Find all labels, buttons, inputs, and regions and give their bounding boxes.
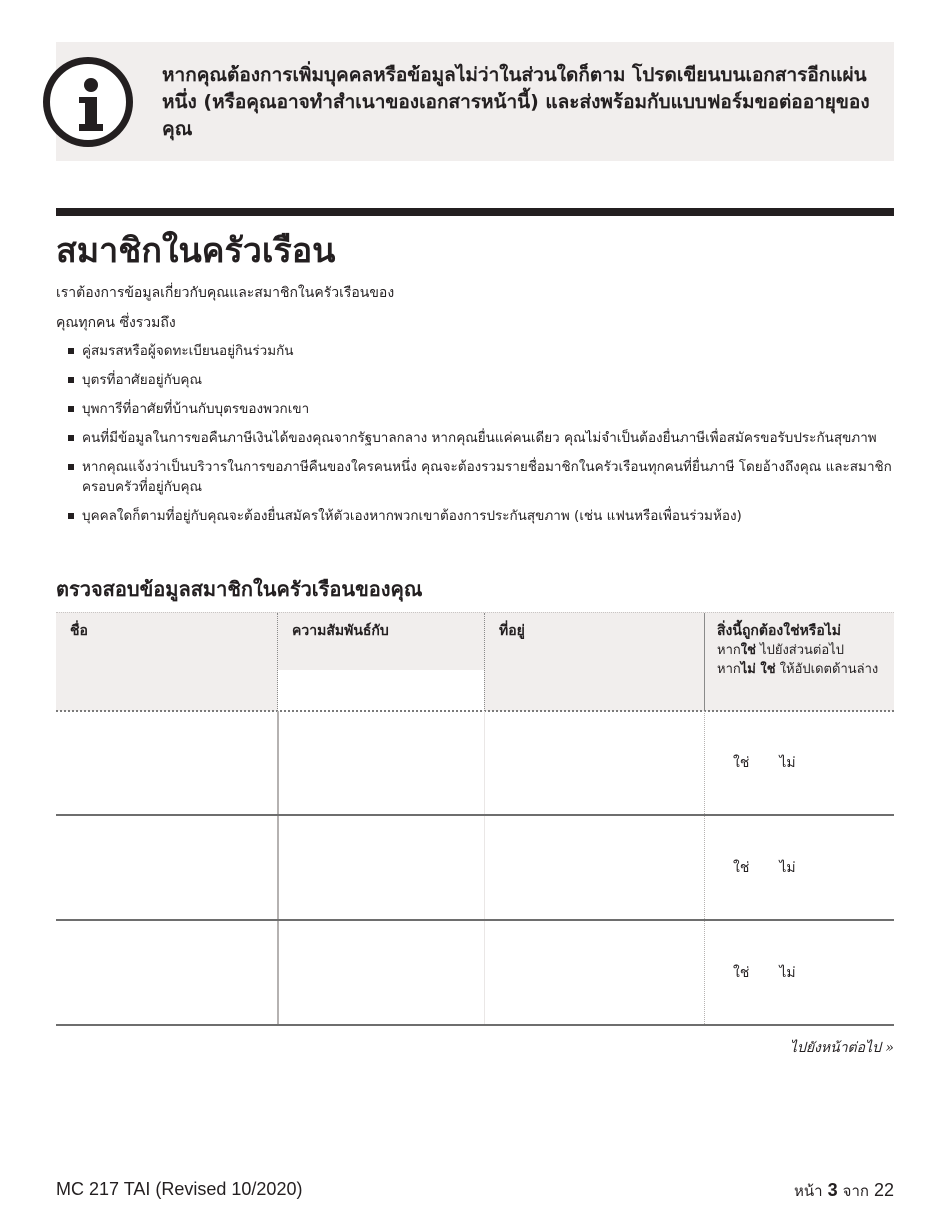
column-header-relationship-label: ความสัมพันธ์กับ [292,623,389,639]
page-indicator [794,1179,894,1203]
relationship-subject-field[interactable] [278,670,484,711]
notice-text: หากคุณต้องการเพิ่มบุคคลหรือข้อมูลไม่ว่าในส่วนใดก็ตาม โปรดเขียนบนเอกสารอีกแผ่นหนึ่ง (หรือคุณอาจทำสำเนาของเอกสารหน้านี้) และส่งพร้อมกับแบบฟอร์มขอต่ออายุของคุณ [162,64,870,140]
household-members-table [56,612,894,1026]
table-row [56,816,894,921]
relationship-field[interactable] [277,816,484,919]
household-criteria-list [68,341,894,535]
no-option[interactable]: ไม่ [779,755,796,771]
intro-line-2: คุณทุกคน ซึ่งรวมถึง [56,315,176,331]
list-item: บุคคลใดก็ตามที่อยู่กับคุณจะต้องยื่นสมัครให้ตัวเองหากพวกเขาต้องการประกันสุขภาพ (เช่น แฟนหรือเพื่อนร่วมห้อง) [68,506,894,526]
table-row [56,921,894,1026]
form-id: MC 217 TAI (Revised 10/2020) [56,1179,303,1199]
column-header-address: ที่อยู่ [484,613,704,711]
column-header-name: ชื่อ [70,623,88,639]
relationship-field[interactable] [277,711,484,814]
name-field[interactable] [56,816,277,919]
address-field[interactable] [484,711,704,814]
table-header [56,612,894,711]
notice-box [56,42,894,161]
page-current: 3 [827,1180,838,1200]
name-field[interactable] [56,711,277,814]
info-icon [43,57,133,147]
table-row [56,711,894,816]
relationship-field[interactable] [277,921,484,1024]
correct-cell [704,816,894,919]
column-header-relationship [277,613,484,711]
of-word: จาก [842,1183,869,1200]
list-item: บุพการีที่อาศัยที่บ้านกับบุตรของพวกเขา [68,399,894,419]
address-field[interactable] [484,816,704,919]
list-item: บุตรที่อาศัยอยู่กับคุณ [68,370,894,390]
section-divider [56,208,894,216]
yes-option[interactable]: ใช่ [733,965,750,981]
correct-question: สิ่งนี้ถูกต้องใช่หรือไม่ [717,623,842,639]
next-page-link[interactable]: ไปยังหน้าต่อไป » [789,1040,894,1056]
intro-line-1: เราต้องการข้อมูลเกี่ยวกับคุณและสมาชิกในครัวเรือนของ [56,285,395,301]
name-field[interactable] [56,921,277,1024]
list-item: คนที่มีข้อมูลในการขอคืนภาษีเงินได้ของคุณจากรัฐบาลกลาง หากคุณยื่นแค่คนเดียว คุณไม่จำเป็นต้องยื่นภาษีเพื่อสมัครขอรับประกันสุขภาพ [68,428,894,448]
no-option[interactable]: ไม่ [779,965,796,981]
yes-option[interactable]: ใช่ [733,860,750,876]
section-title: สมาชิกในครัวเรือน [56,231,336,271]
list-item: หากคุณแจ้งว่าเป็นบริวารในการขอภาษีคืนของใครคนหนึ่ง คุณจะต้องรวมรายชื่อมาชิกในครัวเรือนทุกคนที่ยื่นภาษี โดยอ้างถึงคุณ และสมาชิกครอบครัวที่อยู่กับคุณ [68,457,894,497]
no-option[interactable]: ไม่ [779,860,796,876]
correct-cell [704,921,894,1024]
column-header-correct [704,613,894,711]
list-item: คู่สมรสหรือผู้จดทะเบียนอยู่กินร่วมกัน [68,341,894,361]
if-yes-instruction: หากใช่ ไปยังส่วนต่อไป [717,643,844,658]
if-no-instruction: หากไม่ ใช่ ให้อัปเดตด้านล่าง [717,662,879,677]
page-word: หน้า [794,1183,823,1200]
page-total: 22 [873,1180,894,1200]
address-field[interactable] [484,921,704,1024]
correct-cell [704,711,894,814]
yes-option[interactable]: ใช่ [733,755,750,771]
table-title: ตรวจสอบข้อมูลสมาชิกในครัวเรือนของคุณ [56,577,423,601]
